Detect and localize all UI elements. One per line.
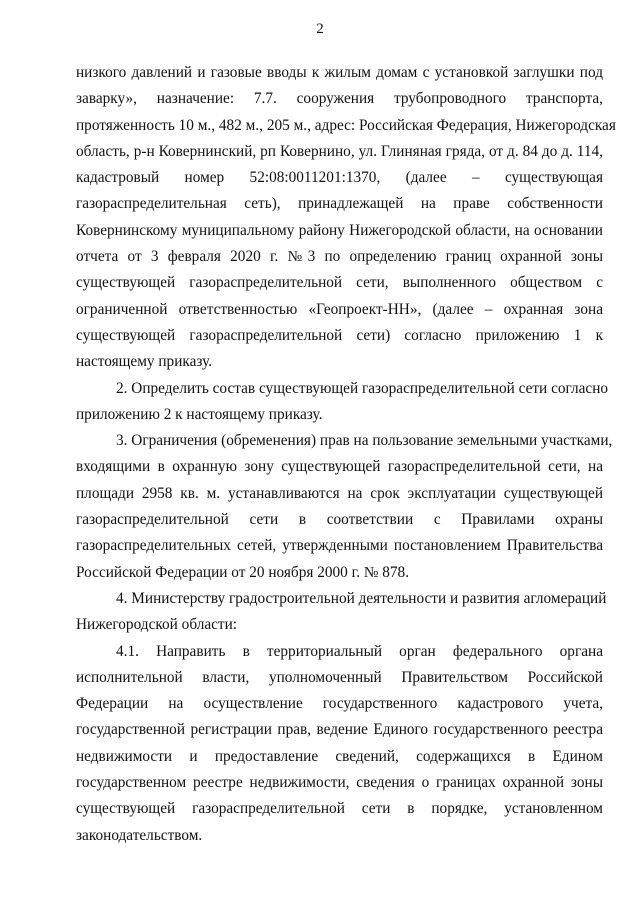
text-line: газораспределительная сеть), принадлежащей на праве собственности <box>76 195 603 213</box>
text-line: Федерации на осуществление государственного кадастрового учета, <box>76 695 603 713</box>
text-line: существующей газораспределительной сети в порядке, установленном <box>76 800 603 818</box>
text-line: недвижимости и предоставление сведений, содержащихся в Едином <box>76 747 603 765</box>
text-line: площади 2958 кв. м. устанавливаются на срок эксплуатации существующей <box>76 484 603 502</box>
text-line: ограниченной ответственностью «Геопроект-НН», (далее – охранная зона <box>76 300 603 318</box>
text-line: 2. Определить состав существующей газораспределительной сети согласно <box>116 379 609 397</box>
text-line: кадастровый номер 52:08:0011201:1370, (далее – существующая <box>76 169 603 187</box>
text-line: отчета от 3 февраля 2020 г. №3 по определению границ охранной зоны <box>76 248 603 266</box>
text-line: 4.1. Направить в территориальный орган федерального органа <box>116 642 603 660</box>
text-line: заварку», назначение: 7.7. сооружения трубопроводного транспорта, <box>76 90 603 108</box>
text-line: настоящему приказу. <box>76 353 213 371</box>
text-line: существующей газораспределительной сети, выполненного обществом с <box>76 274 603 292</box>
text-line: входящими в охранную зону существующей газораспределительной сети, на <box>76 458 603 476</box>
text-line: законодательством. <box>76 826 203 844</box>
text-line: государственном реестре недвижимости, сведения о границах охранной зоны <box>76 774 603 792</box>
text-line: Нижегородской области: <box>76 616 238 634</box>
text-line: приложению 2 к настоящему приказу. <box>76 405 323 423</box>
text-line: Ковернинскому муниципальному району Нижегородской области, на основании <box>76 221 603 239</box>
text-line: газораспределительной сети в соответствии с Правилами охраны <box>76 511 603 529</box>
paragraph-item-4 <box>76 586 607 639</box>
text-line: государственной регистрации прав, ведение Единого государственного реестра <box>76 721 603 739</box>
text-line: 4. Министерству градостроительной деятельности и развития агломераций <box>116 589 607 607</box>
paragraph-continuation <box>76 60 616 376</box>
text-line: исполнительной власти, уполномоченный Правительством Российской <box>76 668 603 686</box>
page-number: 2 <box>316 21 324 37</box>
paragraph-item-3 <box>76 428 613 586</box>
text-line: Российской Федерации от 20 ноября 2000 г. № 878. <box>76 563 410 581</box>
document-body <box>76 60 616 849</box>
text-line: существующей газораспределительной сети) согласно приложению 1 к <box>76 326 603 344</box>
text-line: газораспределительных сетей, утвержденными постановлением Правительства <box>76 537 603 555</box>
text-line: низкого давлений и газовые вводы к жилым домам с установкой заглушки под <box>76 64 603 81</box>
paragraph-item-2 <box>76 376 609 429</box>
paragraph-item-4-1 <box>76 639 603 849</box>
text-line: область, р-н Ковернинский, рп Ковернино, ул. Глиняная гряда, от д. 84 до д. 114, <box>76 142 603 160</box>
text-line: 3. Ограничения (обременения) прав на пользование земельными участками, <box>116 432 613 450</box>
text-line: протяженность 10 м., 482 м., 205 м., адрес: Российская Федерация, Нижегородская <box>76 116 616 134</box>
